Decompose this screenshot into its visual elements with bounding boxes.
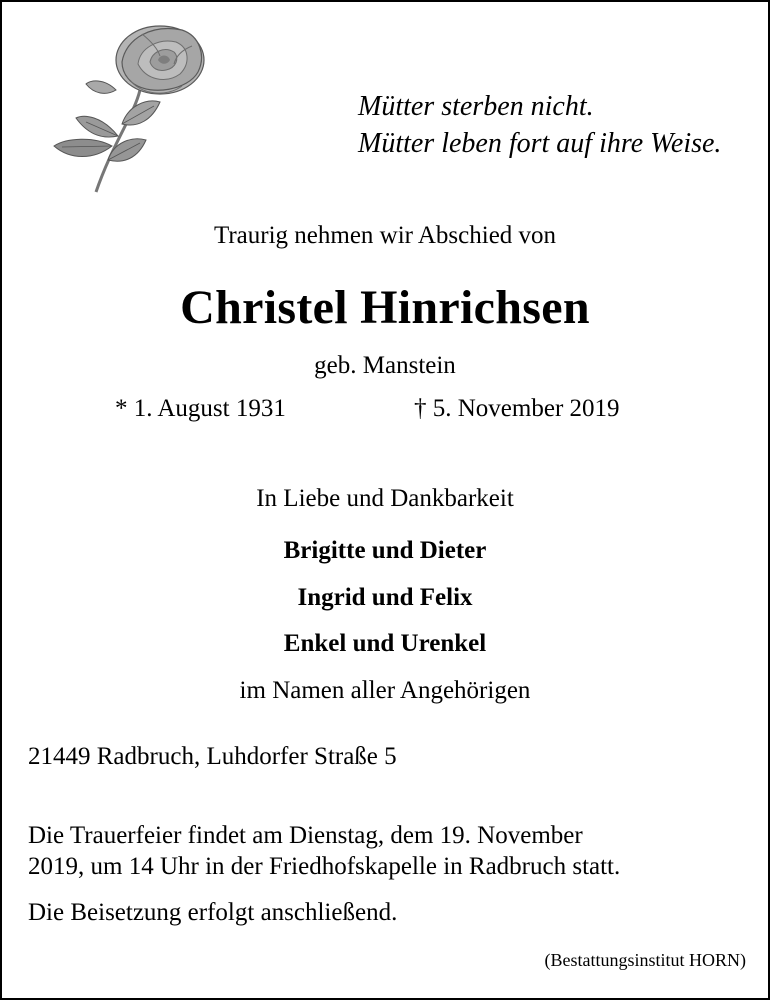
- on-behalf-line: im Namen aller Angehörigen: [239, 677, 531, 704]
- motto-line-2: Mütter leben fort auf ihre Weise.: [358, 128, 722, 159]
- maiden-name: geb. Manstein: [314, 352, 456, 379]
- deceased-name: Christel Hinrichsen: [180, 281, 590, 334]
- mourner-name: Ingrid und Felix: [297, 584, 473, 611]
- burial-note: Die Beisetzung erfolgt anschließend.: [28, 899, 398, 926]
- funeral-line-2: 2019, um 14 Uhr in der Friedhofskapelle in Radbruch statt.: [28, 853, 621, 880]
- death-date: † 5. November 2019: [414, 395, 620, 422]
- mourner-name: Brigitte und Dieter: [283, 537, 487, 564]
- undertaker-credit: (Bestattungsinstitut HORN): [544, 950, 746, 970]
- motto: [358, 88, 721, 162]
- rose-icon: [42, 20, 222, 200]
- funeral-line-1: Die Trauerfeier findet am Dienstag, dem 19. November: [28, 822, 583, 849]
- funeral-details: [28, 820, 748, 882]
- motto-line-1: Mütter sterben nicht.: [358, 91, 594, 122]
- family-address: 21449 Radbruch, Luhdorfer Straße 5: [28, 743, 397, 770]
- birth-date: * 1. August 1931: [115, 395, 286, 422]
- intro-text: Traurig nehmen wir Abschied von: [213, 222, 557, 249]
- dedication: In Liebe und Dankbarkeit: [256, 485, 514, 512]
- mourner-name: Enkel und Urenkel: [283, 630, 487, 657]
